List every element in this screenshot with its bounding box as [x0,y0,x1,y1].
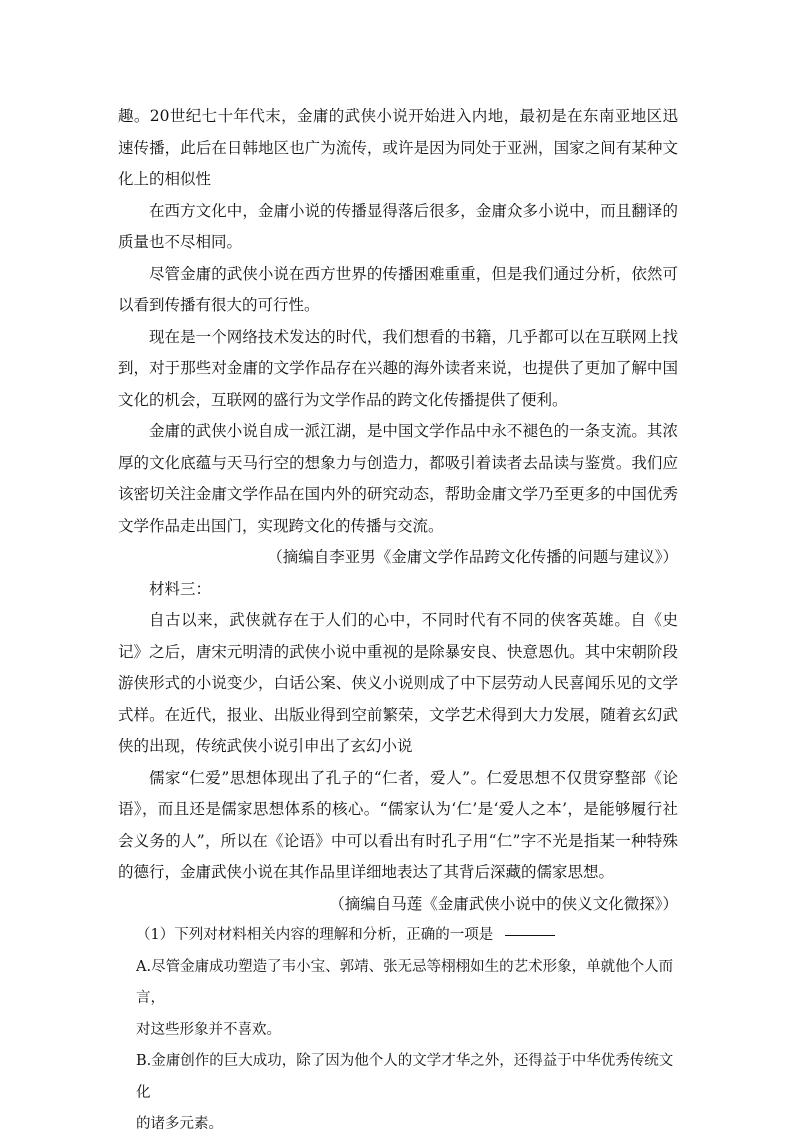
paragraph-feasibility: 尽管金庸的武侠小说在西方世界的传播困难重重，但是我们通过分析，依然可以看到传播有很大的可行性。 [118,264,678,314]
option-a-line-1: A.尽管金庸成功塑造了韦小宝、郭靖、张无忌等栩栩如生的艺术形象，单就他个人而言， [136,958,674,1006]
material-three-label: 材料三： [149,579,212,598]
option-a-line-2: 对这些形象并不喜欢。 [136,1021,281,1038]
source-citation-2: （摘编自马莲《金庸武侠小说中的侠义文化微探》） [329,894,678,913]
paragraph-jianghu: 金庸的武侠小说自成一派江湖，是中国文学作品中永不褪色的一条支流。其浓厚的文化底蕴与天马行空的想象力与创造力，都吸引着读者去品读与鉴赏。我们应该密切关注金庸文学作品在国内外的研究动态，帮助金庸文学乃至更多的中国优秀文学作品走出国门，实现跨文化的传播与交流。 [118,422,678,535]
paragraph-western-spread: 在西方文化中，金庸小说的传播显得落后很多，金庸众多小说中，而且翻译的质量也不尽相同。 [118,201,678,251]
question-stem-text: （1）下列对材料相关内容的理解和分析，正确的一项是 [136,927,494,943]
paragraph-continuation: 趣。20世纪七十年代末，金庸的武侠小说开始进入内地，最初是在东南亚地区迅速传播，此后在日韩地区也广为流传，或许是因为同处于亚洲，国家之间有某种文化上的相似性 [118,107,678,188]
paragraph-internet: 现在是一个网络技术发达的时代，我们想看的书籍，几乎都可以在互联网上找到，对于那些对金庸的文学作品存在兴趣的海外读者来说，也提供了更加了解中国文化的机会，互联网的盛行为文学作品的跨文化传播提供了便利。 [118,327,678,409]
answer-blank[interactable] [505,934,555,936]
option-b-line-1: B.金庸创作的巨大成功，除了因为他个人的文学才华之外，还得益于中华优秀传统文化 [136,1053,674,1101]
paragraph-confucian-ren: 儒家“仁爱”思想体现出了孔子的“仁者，爱人”。仁爱思想不仅贯穿整部《论语》，而且还是儒家思想体系的核心。“儒家认为‘仁’是‘爱人之本’，是能够履行社会义务的人”，所以在《论语》中可以看出有时孔子用“仁”字不光是指某一种特殊的德行，金庸武侠小说在其作品里详细地表达了其背后深藏的儒家思想。 [118,768,678,881]
document-body [118,101,678,1141]
source-citation-1: （摘编自李亚男《金庸文学作品跨文化传播的问题与建议》） [267,548,678,566]
question-stem [118,920,678,952]
option-b-line-2: 的诸多元素。 [136,1116,223,1132]
paragraph-wuxia-history: 自古以来，武侠就存在于人们的心中，不同时代有不同的侠客英雄。自《史记》之后，唐宋元明清的武侠小说中重视的是除暴安良、快意恩仇。其中宋朝阶段游侠形式的小说变少，白话公案、侠义小说则成了中下层劳动人民喜闻乐见的文学式样。在近代，报业、出版业得到空前繁荣，文学艺术得到大力发展，随着玄幻武侠的出现，传统武侠小说引申出了玄幻小说 [118,611,678,755]
